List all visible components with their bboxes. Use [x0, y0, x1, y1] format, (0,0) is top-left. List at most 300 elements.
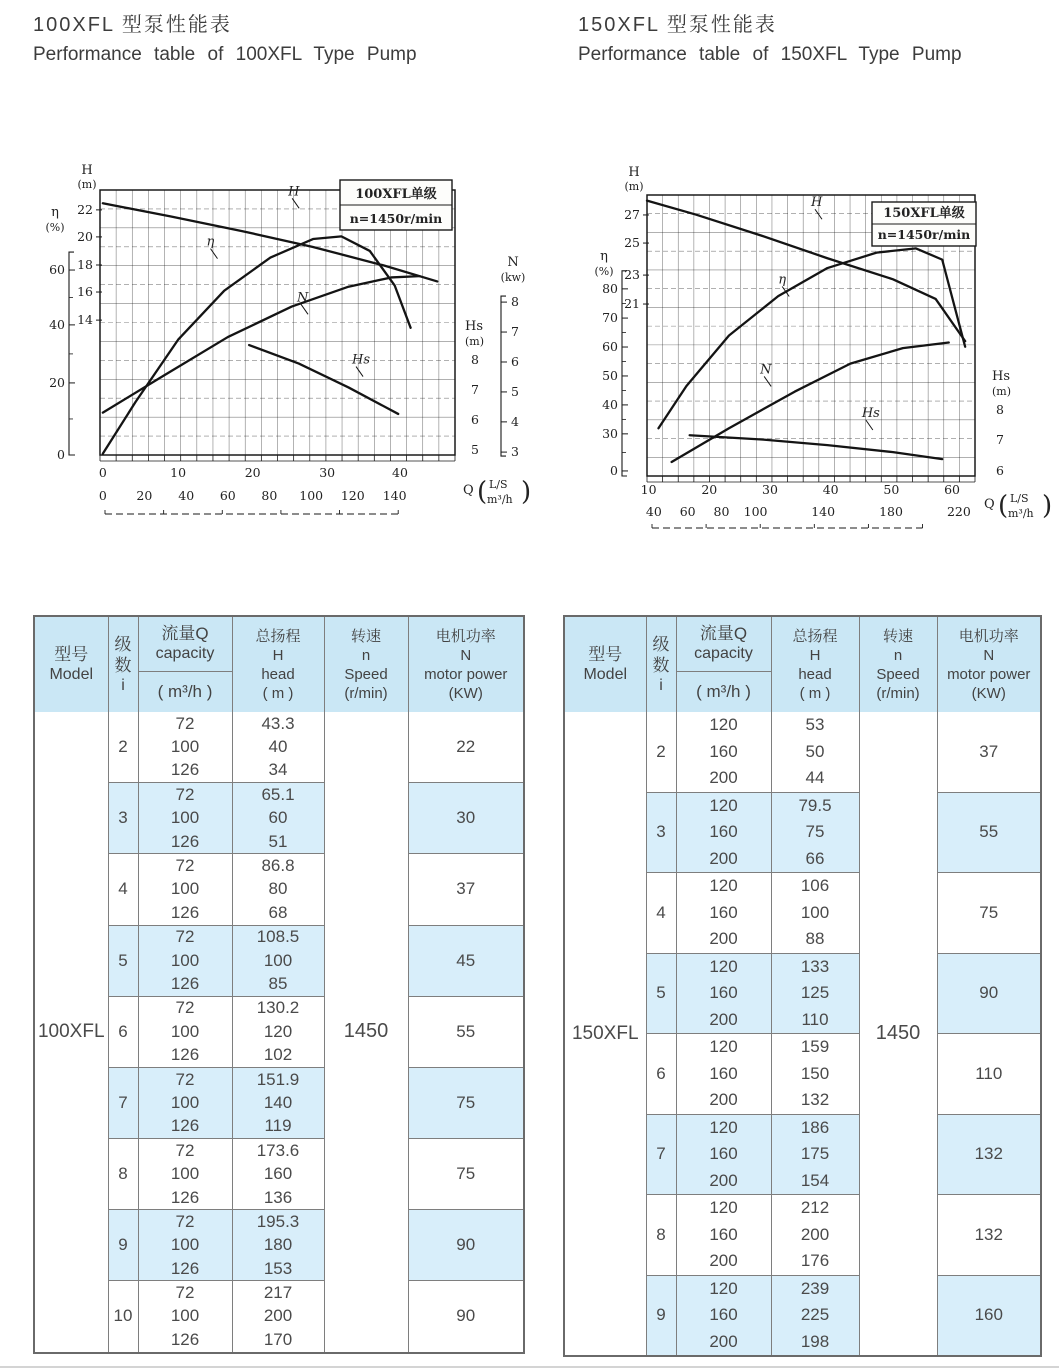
svg-text:N: N — [507, 255, 519, 270]
head-value: 154 — [771, 1168, 859, 1195]
head-value: 102 — [232, 1043, 324, 1067]
header-speed-line: n — [361, 646, 371, 664]
capacity-value: 100 — [138, 807, 232, 830]
svg-text:3: 3 — [511, 444, 519, 460]
svg-text:7: 7 — [996, 432, 1004, 448]
header-model-en: Model — [49, 666, 94, 683]
svg-text:30: 30 — [319, 465, 336, 480]
head-value: 132 — [771, 1087, 859, 1114]
svg-text:5: 5 — [511, 383, 519, 399]
head-value: 130.2 — [232, 996, 324, 1020]
stage-value: 2 — [646, 712, 676, 792]
stage-value: 3 — [646, 792, 676, 873]
power-value: 45 — [408, 925, 524, 996]
power-value: 132 — [937, 1195, 1041, 1276]
capacity-value: 120 — [676, 1034, 771, 1061]
head-value: 151.9 — [232, 1067, 324, 1091]
svg-text:70: 70 — [602, 310, 618, 326]
head-value: 133 — [771, 953, 859, 980]
header-head-line: 总扬程 — [255, 627, 301, 645]
chart-inset-box — [872, 202, 976, 246]
header-speed-line: Speed — [344, 665, 388, 683]
stage-value: 4 — [108, 854, 138, 925]
power-value: 37 — [937, 712, 1041, 792]
header-speed-line: 转速 — [350, 627, 381, 645]
svg-text:27: 27 — [624, 206, 640, 222]
head-value: 100 — [232, 949, 324, 972]
svg-text:7: 7 — [511, 324, 519, 340]
header-speed — [324, 616, 408, 712]
capacity-value: 100 — [138, 1234, 232, 1257]
head-value: 140 — [232, 1091, 324, 1114]
stage-value: 5 — [646, 953, 676, 1034]
curve-label-η: η — [778, 272, 786, 288]
inset-model-label: 100XFL单级 — [355, 187, 437, 202]
svg-text:Hs: Hs — [465, 319, 484, 334]
head-value: 106 — [771, 873, 859, 900]
svg-text:6: 6 — [996, 462, 1004, 478]
svg-text:100: 100 — [743, 504, 768, 519]
header-head-line: 总扬程 — [792, 627, 838, 645]
header-stage-line: 数 — [652, 655, 670, 675]
capacity-value: 100 — [138, 1091, 232, 1114]
capacity-value: 72 — [138, 783, 232, 807]
head-value: 175 — [771, 1141, 859, 1168]
head-value: 225 — [771, 1302, 859, 1329]
head-value: 110 — [771, 1007, 859, 1034]
capacity-value: 100 — [138, 1020, 232, 1043]
head-value: 198 — [771, 1329, 859, 1357]
power-value: 30 — [408, 783, 524, 854]
capacity-value: 100 — [138, 878, 232, 901]
header-model — [34, 616, 108, 712]
head-value: 68 — [232, 901, 324, 925]
svg-text:20: 20 — [244, 465, 261, 480]
head-value: 195.3 — [232, 1210, 324, 1234]
svg-text:L/S: L/S — [489, 478, 508, 491]
head-value: 88 — [771, 926, 859, 953]
power-value: 110 — [937, 1034, 1041, 1115]
header-head-line: ( m ) — [799, 684, 831, 702]
head-value: 180 — [232, 1234, 324, 1257]
header-stage-line: 级 — [652, 634, 670, 654]
power-value: 160 — [937, 1275, 1041, 1356]
power-value: 37 — [408, 854, 524, 925]
axis-comb — [100, 455, 455, 461]
head-value: 40 — [232, 735, 324, 758]
right-title-en: Performance table of 150XFL Type Pump — [578, 44, 962, 65]
head-value: 119 — [232, 1115, 324, 1139]
capacity-value: 160 — [676, 739, 771, 766]
model-value: 100XFL — [34, 712, 108, 1353]
capacity-value: 200 — [676, 1007, 771, 1034]
svg-text:16: 16 — [77, 284, 93, 300]
capacity-value: 126 — [138, 1186, 232, 1210]
speed-value: 1450 — [324, 712, 408, 1353]
header-stage — [108, 616, 138, 712]
svg-text:20: 20 — [49, 374, 65, 390]
performance-chart-150xfl — [594, 158, 1059, 541]
svg-text:10: 10 — [170, 465, 187, 480]
head-value: 170 — [232, 1328, 324, 1352]
capacity-value: 100 — [138, 735, 232, 758]
stage-value: 8 — [646, 1195, 676, 1276]
head-value: 239 — [771, 1275, 859, 1302]
svg-text:100: 100 — [299, 488, 324, 503]
svg-text:Q: Q — [463, 483, 474, 498]
svg-text:20: 20 — [701, 482, 718, 497]
svg-text:H: H — [628, 165, 640, 180]
table-row — [34, 925, 524, 949]
capacity-value: 100 — [138, 1162, 232, 1185]
head-value: 43.3 — [232, 712, 324, 735]
stage-value: 7 — [646, 1114, 676, 1195]
capacity-value: 200 — [676, 1168, 771, 1195]
capacity-value: 72 — [138, 925, 232, 949]
svg-text:60: 60 — [219, 488, 236, 503]
header-head-line: head — [261, 665, 295, 683]
svg-text:Hs: Hs — [992, 369, 1011, 384]
header-stage — [646, 616, 676, 712]
stage-value: 3 — [108, 783, 138, 854]
svg-text:(: ( — [998, 491, 1009, 521]
capacity-value: 100 — [138, 1305, 232, 1328]
svg-text:40: 40 — [49, 316, 65, 332]
power-value: 22 — [408, 712, 524, 783]
capacity-value: 160 — [676, 1061, 771, 1088]
capacity-value: 160 — [676, 1222, 771, 1249]
svg-text:60: 60 — [602, 339, 618, 355]
header-stage-line: i — [659, 676, 663, 694]
performance-table-150xfl — [563, 615, 1042, 1357]
capacity-value: 126 — [138, 1328, 232, 1352]
left-title-cn: 100XFL 型泵性能表 — [33, 14, 232, 36]
power-value: 75 — [408, 1067, 524, 1138]
axis-H — [77, 163, 102, 327]
head-value: 159 — [771, 1034, 859, 1061]
head-value: 176 — [771, 1248, 859, 1275]
curve-Hs — [690, 435, 943, 459]
svg-text:140: 140 — [811, 504, 836, 519]
svg-text:η: η — [600, 249, 608, 264]
axis-N — [501, 255, 526, 459]
svg-text:m³/h: m³/h — [487, 493, 513, 506]
head-value: 86.8 — [232, 854, 324, 878]
svg-text:22: 22 — [77, 201, 93, 217]
svg-text:L/S: L/S — [1010, 492, 1029, 505]
speed-value: 1450 — [859, 712, 937, 1356]
capacity-value: 126 — [138, 1043, 232, 1067]
capacity-value: 120 — [676, 1114, 771, 1141]
chart-inset-box — [340, 180, 452, 230]
header-capacity-en: capacity — [155, 645, 215, 663]
capacity-value: 160 — [676, 1302, 771, 1329]
svg-text:18: 18 — [77, 256, 93, 272]
header-model-en: Model — [583, 666, 628, 683]
capacity-value: 72 — [138, 712, 232, 735]
capacity-value: 160 — [676, 819, 771, 846]
capacity-value: 72 — [138, 1281, 232, 1305]
head-value: 60 — [232, 807, 324, 830]
capacity-value: 120 — [676, 1275, 771, 1302]
curve-label-Hs: Hs — [352, 352, 371, 368]
svg-text:0: 0 — [98, 488, 107, 503]
head-value: 50 — [771, 739, 859, 766]
svg-text:): ) — [521, 477, 532, 507]
left-title-en: Performance table of 100XFL Type Pump — [33, 44, 417, 65]
header-head-line: ( m ) — [262, 684, 294, 702]
table-row — [34, 1281, 524, 1305]
table-row — [34, 1067, 524, 1091]
capacity-value: 72 — [138, 1210, 232, 1234]
inset-speed-label: n=1450r/min — [349, 211, 443, 226]
table-row — [34, 996, 524, 1020]
curve-label-Hs: Hs — [861, 405, 880, 421]
svg-text:): ) — [1042, 491, 1053, 521]
head-value: 34 — [232, 759, 324, 783]
header-power-line: motor power — [947, 665, 1031, 683]
header-head-line: H — [809, 646, 821, 664]
header-speed-line: (r/min) — [876, 684, 920, 702]
capacity-value: 120 — [676, 873, 771, 900]
header-capacity-cn: 流量Q — [699, 624, 748, 644]
page-bottom-rule — [0, 1366, 1059, 1368]
head-value: 51 — [232, 830, 324, 854]
curve-label-η: η — [206, 234, 215, 250]
capacity-value: 126 — [138, 1115, 232, 1139]
table-row — [34, 1139, 524, 1163]
stage-value: 2 — [108, 712, 138, 783]
axis-eta — [594, 249, 628, 478]
curve-label-N: N — [760, 362, 772, 378]
svg-text:(kw): (kw) — [500, 271, 526, 284]
head-value: 125 — [771, 980, 859, 1007]
header-model — [564, 616, 646, 712]
svg-text:25: 25 — [624, 235, 640, 251]
svg-text:120: 120 — [340, 488, 365, 503]
svg-text:0: 0 — [98, 465, 107, 480]
header-capacity-unit-text: ( m³/h ) — [696, 682, 751, 702]
svg-text:(m): (m) — [77, 178, 97, 191]
right-title-cn: 150XFL 型泵性能表 — [578, 14, 777, 36]
stage-value: 8 — [108, 1139, 138, 1210]
header-power-line: (KW) — [448, 684, 483, 702]
svg-text:(m): (m) — [465, 335, 485, 348]
head-value: 44 — [771, 765, 859, 792]
svg-text:80: 80 — [261, 488, 278, 503]
header-power — [937, 616, 1041, 712]
head-value: 79.5 — [771, 792, 859, 819]
header-speed — [859, 616, 937, 712]
svg-text:40: 40 — [822, 482, 839, 497]
header-power-line: 电机功率 — [435, 627, 496, 645]
table-row — [564, 712, 1041, 739]
svg-text:Q: Q — [984, 497, 995, 512]
capacity-value: 160 — [676, 980, 771, 1007]
svg-text:(%): (%) — [594, 265, 614, 278]
curve-label-H: H — [811, 195, 823, 211]
svg-text:40: 40 — [178, 488, 195, 503]
header-power — [408, 616, 524, 712]
svg-text:40: 40 — [392, 465, 408, 480]
header-head — [771, 616, 859, 712]
header-power-line: N — [460, 646, 472, 664]
svg-text:(m): (m) — [624, 180, 644, 193]
svg-text:4: 4 — [511, 413, 519, 429]
svg-text:η: η — [51, 205, 59, 220]
capacity-value: 160 — [676, 1141, 771, 1168]
svg-text:20: 20 — [77, 228, 93, 244]
head-value: 150 — [771, 1061, 859, 1088]
svg-text:(: ( — [477, 477, 488, 507]
svg-text:10: 10 — [640, 482, 657, 497]
svg-text:140: 140 — [382, 488, 407, 503]
svg-text:40: 40 — [602, 396, 618, 412]
svg-text:8: 8 — [511, 294, 519, 310]
header-power-line: 电机功率 — [958, 627, 1019, 645]
table-row — [34, 854, 524, 878]
stage-value: 4 — [646, 873, 676, 954]
stage-value: 5 — [108, 925, 138, 996]
header-model-cn: 型号 — [54, 645, 89, 664]
capacity-value: 200 — [676, 765, 771, 792]
svg-text:50: 50 — [883, 482, 900, 497]
svg-text:40: 40 — [645, 504, 662, 519]
header-power-line: (KW) — [971, 684, 1006, 702]
capacity-value: 126 — [138, 830, 232, 854]
performance-table-100xfl — [33, 615, 525, 1354]
capacity-value: 72 — [138, 996, 232, 1020]
curve-label-H: H — [288, 184, 300, 200]
pump-table — [563, 615, 1042, 1357]
axis-comb — [647, 476, 975, 482]
header-head-line: head — [798, 665, 832, 683]
svg-text:80: 80 — [602, 280, 618, 296]
svg-text:60: 60 — [679, 504, 696, 519]
svg-text:7: 7 — [471, 382, 479, 398]
head-value: 173.6 — [232, 1139, 324, 1163]
stage-value: 7 — [108, 1067, 138, 1138]
head-value: 120 — [232, 1020, 324, 1043]
svg-text:20: 20 — [136, 488, 153, 503]
svg-text:0: 0 — [610, 462, 618, 478]
power-value: 90 — [937, 953, 1041, 1034]
header-speed-line: n — [893, 646, 903, 664]
svg-text:60: 60 — [944, 482, 960, 497]
power-value: 90 — [408, 1210, 524, 1281]
capacity-value: 200 — [676, 926, 771, 953]
head-value: 80 — [232, 878, 324, 901]
power-value: 55 — [408, 996, 524, 1067]
header-power-line: N — [983, 646, 995, 664]
capacity-value: 126 — [138, 759, 232, 783]
header-stage-line: 数 — [114, 655, 132, 675]
capacity-value: 120 — [676, 1195, 771, 1222]
svg-text:8: 8 — [996, 401, 1004, 417]
inset-speed-label: n=1450r/min — [877, 227, 971, 242]
capacity-value: 200 — [676, 1248, 771, 1275]
header-capacity-unit-text: ( m³/h ) — [157, 682, 213, 702]
header-capacity — [676, 616, 771, 671]
head-value: 65.1 — [232, 783, 324, 807]
capacity-value: 120 — [676, 792, 771, 819]
capacity-value: 126 — [138, 901, 232, 925]
capacity-value: 120 — [676, 953, 771, 980]
header-capacity-en: capacity — [694, 645, 753, 663]
svg-text:(%): (%) — [45, 221, 65, 234]
stage-value: 6 — [646, 1034, 676, 1115]
svg-text:(m): (m) — [992, 385, 1012, 398]
svg-text:30: 30 — [602, 425, 618, 441]
model-value: 150XFL — [564, 712, 646, 1356]
svg-text:5: 5 — [471, 441, 479, 457]
header-capacity — [138, 616, 232, 671]
head-value: 100 — [771, 900, 859, 927]
stage-value: 9 — [646, 1275, 676, 1356]
capacity-value: 72 — [138, 854, 232, 878]
table-row — [34, 783, 524, 807]
curve-label-N: N — [297, 290, 309, 306]
capacity-value: 200 — [676, 1087, 771, 1114]
head-value: 75 — [771, 819, 859, 846]
header-speed-line: (r/min) — [344, 684, 388, 702]
svg-text:6: 6 — [471, 412, 479, 428]
header-stage-line: 级 — [114, 634, 132, 654]
table-row — [34, 1210, 524, 1234]
svg-text:30: 30 — [762, 482, 778, 497]
head-value: 108.5 — [232, 925, 324, 949]
power-value: 132 — [937, 1114, 1041, 1195]
svg-text:H: H — [81, 163, 93, 178]
chart-svg — [35, 158, 540, 528]
head-value: 212 — [771, 1195, 859, 1222]
svg-text:m³/h: m³/h — [1008, 507, 1034, 520]
svg-text:6: 6 — [511, 353, 519, 369]
header-stage-line: i — [121, 676, 125, 694]
axis-Hs — [992, 369, 1011, 478]
stage-value: 10 — [108, 1281, 138, 1353]
capacity-value: 200 — [676, 846, 771, 873]
capacity-value: 126 — [138, 972, 232, 996]
capacity-value: 200 — [676, 1329, 771, 1357]
chart-svg — [594, 158, 1059, 536]
capacity-value: 126 — [138, 1257, 232, 1281]
head-value: 200 — [232, 1305, 324, 1328]
performance-chart-100xfl — [35, 158, 540, 533]
header-speed-line: 转速 — [882, 627, 913, 645]
stage-value: 9 — [108, 1210, 138, 1281]
capacity-value: 120 — [676, 712, 771, 739]
axis-Q — [99, 465, 531, 514]
head-value: 153 — [232, 1257, 324, 1281]
header-head-line: H — [272, 646, 284, 664]
svg-text:21: 21 — [624, 296, 640, 312]
svg-text:50: 50 — [602, 367, 618, 383]
capacity-value: 160 — [676, 900, 771, 927]
head-value: 160 — [232, 1162, 324, 1185]
header-capacity-cn: 流量Q — [161, 624, 209, 644]
capacity-value: 72 — [138, 1139, 232, 1163]
head-value: 53 — [771, 712, 859, 739]
header-power-line: motor power — [424, 665, 508, 683]
axis-Hs — [465, 319, 484, 457]
capacity-value: 100 — [138, 949, 232, 972]
head-value: 186 — [771, 1114, 859, 1141]
header-capacity-unit — [138, 671, 232, 712]
header-head — [232, 616, 324, 712]
svg-text:8: 8 — [471, 352, 479, 368]
svg-text:220: 220 — [946, 504, 971, 519]
